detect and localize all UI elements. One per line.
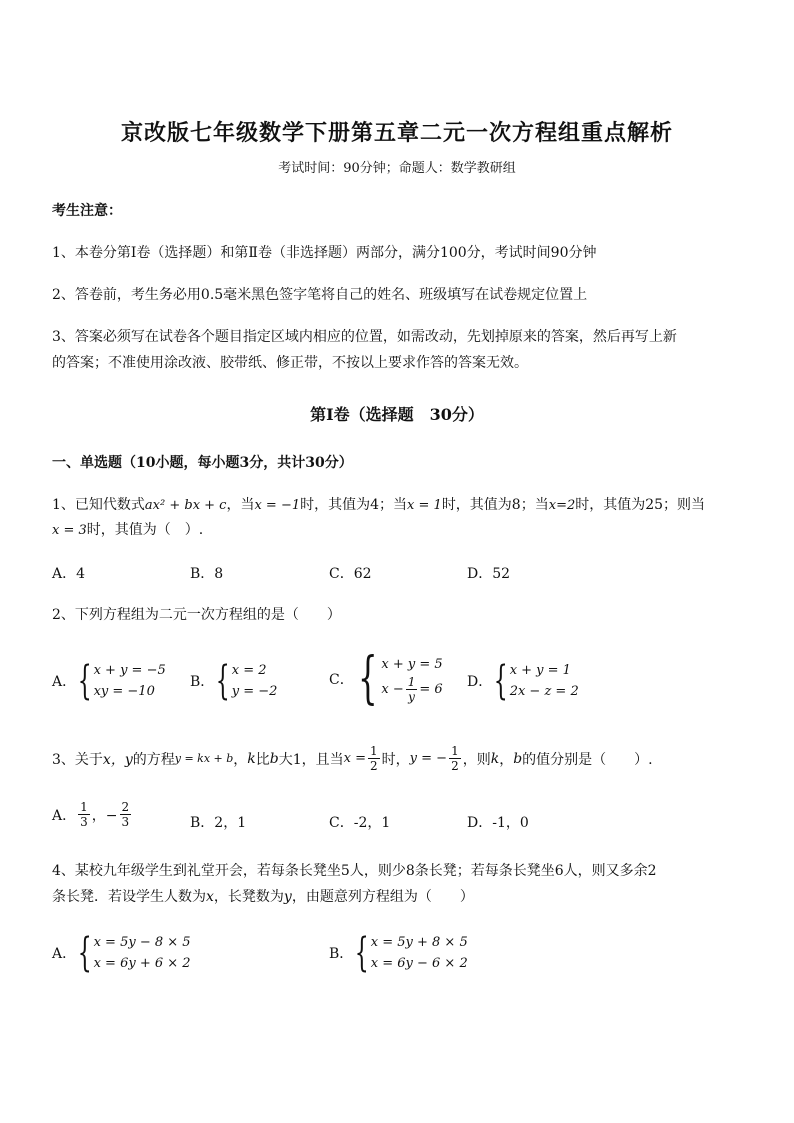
q3-option-d[interactable]: D．-1，0 <box>467 815 529 831</box>
q3-option-c[interactable]: C．-2，1 <box>329 815 391 831</box>
q4-option-a[interactable]: A． { x = 5y − 8 × 5 x = 6y + 6 × 2 <box>52 930 191 976</box>
left-brace-icon: { <box>77 930 92 976</box>
left-brace-icon: { <box>357 646 378 711</box>
q2-option-c[interactable]: C． { x + y = 5 x − $\frac{1}{y}$ = 6 <box>329 646 443 711</box>
question-3-stem: 3、关于 x，y 的方程 y = kx + b ， k 比 b 大1，且当 x = $\frac{1}{2}$ 时， y = − $\frac{1}{2}$ ，则 k ， b 的值分别是（ ）. <box>52 744 653 773</box>
left-brace-icon: { <box>355 930 370 976</box>
left-brace-icon: { <box>77 658 92 704</box>
question-4-line-1: 4、某校九年级学生到礼堂开会，若每条长凳坐5人，则少8条长凳；若每条长凳坐6人，则又多余2 <box>52 863 657 879</box>
exam-info: 考试时间：90分钟；命题人：数学教研组 <box>278 161 516 176</box>
notice-item-3: 3、答案必须写在试卷各个题目指定区域内相应的位置，如需改动，先划掉原来的答案，然后再写上新 <box>52 329 677 345</box>
question-1-line-1: 1、已知代数式ax² + bx + c，当x = −1时，其值为4；当x = 1时，其值为8；当x=2时，其值为25；则当 <box>52 497 706 513</box>
question-2-stem: 2、下列方程组为二元一次方程组的是（ ） <box>52 607 341 623</box>
notice-item-1: 1、本卷分第Ⅰ卷（选择题）和第Ⅱ卷（非选择题）两部分，满分100分，考试时间90分钟 <box>52 245 597 261</box>
notice-item-3-cont: 的答案；不准使用涂改液、胶带纸、修正带，不按以上要求作答的答案无效。 <box>52 355 528 371</box>
left-brace-icon: { <box>216 658 231 704</box>
page-title: 京改版七年级数学下册第五章二元一次方程组重点解析 <box>120 120 673 146</box>
notice-heading: 考生注意： <box>52 203 122 219</box>
q3-option-a[interactable]: A． $\frac{1}{3}$ ，− $\frac{2}{3}$ <box>52 800 130 829</box>
q2-option-a[interactable]: A． { x + y = −5 xy = −10 <box>52 658 166 704</box>
q1-option-a[interactable]: A．4 <box>52 566 86 582</box>
left-brace-icon: { <box>493 658 508 704</box>
question-1-line-2: x = 3时，其值为（ ）. <box>52 522 204 538</box>
q1-option-d[interactable]: D．52 <box>467 566 511 582</box>
q2-option-d[interactable]: D． { x + y = 1 2x − z = 2 <box>467 658 579 704</box>
q4-option-b[interactable]: B． { x = 5y + 8 × 5 x = 6y − 6 × 2 <box>329 930 468 976</box>
notice-item-2: 2、答卷前，考生务必用0.5毫米黑色签字笔将自己的姓名、班级填写在试卷规定位置上 <box>52 287 588 303</box>
q1-option-b[interactable]: B．8 <box>190 566 224 582</box>
q1-expression: ax² + bx + c <box>144 498 227 513</box>
section-title: 第Ⅰ卷（选择题 30分） <box>310 405 484 424</box>
part-title: 一、单选题（10小题，每小题3分，共计30分） <box>52 455 353 471</box>
q2-option-b[interactable]: B． { x = 2 y = −2 <box>190 658 278 704</box>
q3-option-b[interactable]: B．2，1 <box>190 815 247 831</box>
question-4-line-2: 条长凳．若设学生人数为x，长凳数为y，由题意列方程组为（ ） <box>52 889 474 905</box>
q1-option-c[interactable]: C．62 <box>329 566 372 582</box>
